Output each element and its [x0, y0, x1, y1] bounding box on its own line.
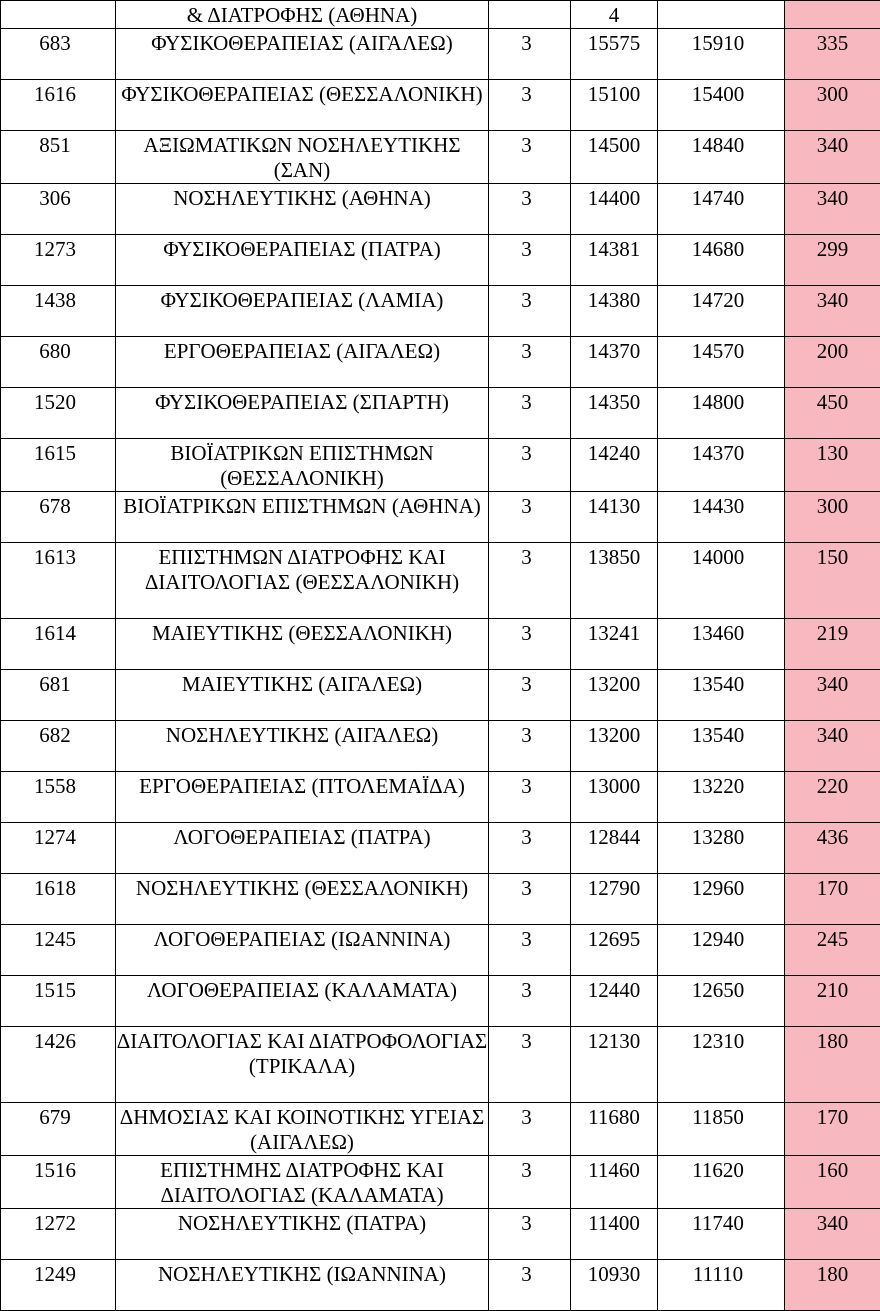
table-row: [1, 439, 880, 492]
points-cell: 11110: [658, 1260, 785, 1311]
table-row: [1, 1, 880, 29]
table-row: [1, 286, 880, 337]
department-code-cell: 682: [1, 721, 116, 772]
points-cell: 12940: [658, 925, 785, 976]
table-row: [1, 337, 880, 388]
department-code-cell: 678: [1, 492, 116, 543]
department-name-cell: ΕΠΙΣΤΗΜΗΣ ΔΙΑΤΡΟΦΗΣ ΚΑΙ ΔΙΑΙΤΟΛΟΓΙΑΣ (ΚΑΛΑΜΑΤΑ): [116, 1156, 489, 1209]
department-name-cell: ΦΥΣΙΚΟΘΕΡΑΠΕΙΑΣ (ΠΑΤΡΑ): [116, 235, 489, 286]
study-years-cell: 3: [489, 1103, 571, 1156]
base-score-cell: 13850: [571, 543, 658, 619]
table-row: [1, 1156, 880, 1209]
department-code-cell: 1273: [1, 235, 116, 286]
department-code-cell: 1616: [1, 80, 116, 131]
difference-cell: 340: [785, 184, 880, 235]
difference-cell: 170: [785, 1103, 880, 1156]
study-years-cell: 3: [489, 1260, 571, 1311]
difference-cell: 340: [785, 670, 880, 721]
difference-cell: 180: [785, 1027, 880, 1103]
department-name-cell: ΝΟΣΗΛΕΥΤΙΚΗΣ (ΑΘΗΝΑ): [116, 184, 489, 235]
department-name-cell: ΦΥΣΙΚΟΘΕΡΑΠΕΙΑΣ (ΘΕΣΣΑΛΟΝΙΚΗ): [116, 80, 489, 131]
difference-cell: 300: [785, 492, 880, 543]
study-years-cell: 3: [489, 388, 571, 439]
base-score-cell: 15100: [571, 80, 658, 131]
base-score-cell: 11460: [571, 1156, 658, 1209]
table-row: [1, 184, 880, 235]
department-name-cell: ΝΟΣΗΛΕΥΤΙΚΗΣ (ΘΕΣΣΑΛΟΝΙΚΗ): [116, 874, 489, 925]
table-row: [1, 80, 880, 131]
difference-cell: 210: [785, 976, 880, 1027]
study-years-cell: 3: [489, 925, 571, 976]
department-name-cell: ΜΑΙΕΥΤΙΚΗΣ (ΘΕΣΣΑΛΟΝΙΚΗ): [116, 619, 489, 670]
department-name-cell: ΔΙΑΙΤΟΛΟΓΙΑΣ ΚΑΙ ΔΙΑΤΡΟΦΟΛΟΓΙΑΣ (ΤΡΙΚΑΛΑ): [116, 1027, 489, 1103]
base-score-cell: 12790: [571, 874, 658, 925]
difference-cell: 219: [785, 619, 880, 670]
points-cell: 14840: [658, 131, 785, 184]
points-cell: 14000: [658, 543, 785, 619]
base-score-cell: 14370: [571, 337, 658, 388]
study-years-cell: 3: [489, 337, 571, 388]
base-score-cell: 13241: [571, 619, 658, 670]
base-score-cell: 12440: [571, 976, 658, 1027]
department-code-cell: 679: [1, 1103, 116, 1156]
points-cell: [658, 1, 785, 29]
department-name-cell: ΕΡΓΟΘΕΡΑΠΕΙΑΣ (ΑΙΓΑΛΕΩ): [116, 337, 489, 388]
base-score-cell: 11400: [571, 1209, 658, 1260]
study-years-cell: 3: [489, 184, 571, 235]
table-row: [1, 823, 880, 874]
points-cell: 14680: [658, 235, 785, 286]
points-cell: 14430: [658, 492, 785, 543]
difference-cell: 170: [785, 874, 880, 925]
department-name-cell: ΝΟΣΗΛΕΥΤΙΚΗΣ (ΠΑΤΡΑ): [116, 1209, 489, 1260]
table-row: [1, 874, 880, 925]
difference-cell: 436: [785, 823, 880, 874]
department-name-cell: ΦΥΣΙΚΟΘΕΡΑΠΕΙΑΣ (ΣΠΑΡΤΗ): [116, 388, 489, 439]
difference-cell: 220: [785, 772, 880, 823]
study-years-cell: 3: [489, 439, 571, 492]
table-row: [1, 721, 880, 772]
difference-cell: 160: [785, 1156, 880, 1209]
points-cell: 12650: [658, 976, 785, 1027]
study-years-cell: 3: [489, 670, 571, 721]
study-years-cell: 3: [489, 492, 571, 543]
department-name-cell: ΕΡΓΟΘΕΡΑΠΕΙΑΣ (ΠΤΟΛΕΜΑΪΔΑ): [116, 772, 489, 823]
table-row: [1, 1209, 880, 1260]
base-score-cell: 11680: [571, 1103, 658, 1156]
points-cell: 11620: [658, 1156, 785, 1209]
table-row: [1, 670, 880, 721]
table-row: [1, 772, 880, 823]
study-years-cell: 3: [489, 772, 571, 823]
points-cell: 13540: [658, 721, 785, 772]
department-code-cell: 1613: [1, 543, 116, 619]
difference-cell: 200: [785, 337, 880, 388]
points-cell: 13280: [658, 823, 785, 874]
points-cell: 13540: [658, 670, 785, 721]
difference-cell: 299: [785, 235, 880, 286]
department-code-cell: 680: [1, 337, 116, 388]
department-code-cell: 306: [1, 184, 116, 235]
study-years-cell: 3: [489, 1209, 571, 1260]
department-code-cell: 1245: [1, 925, 116, 976]
table-row: [1, 976, 880, 1027]
study-years-cell: 3: [489, 543, 571, 619]
department-code-cell: 1516: [1, 1156, 116, 1209]
base-score-cell: 4: [571, 1, 658, 29]
table-row: [1, 543, 880, 619]
department-code-cell: 1426: [1, 1027, 116, 1103]
study-years-cell: 3: [489, 874, 571, 925]
department-code-cell: 1614: [1, 619, 116, 670]
study-years-cell: 3: [489, 29, 571, 80]
department-name-cell: ΦΥΣΙΚΟΘΕΡΑΠΕΙΑΣ (ΛΑΜΙΑ): [116, 286, 489, 337]
points-cell: 14740: [658, 184, 785, 235]
points-cell: 12960: [658, 874, 785, 925]
base-score-cell: 14240: [571, 439, 658, 492]
points-cell: 13460: [658, 619, 785, 670]
table-body: [1, 1, 880, 1311]
department-name-cell: ΛΟΓΟΘΕΡΑΠΕΙΑΣ (ΙΩΑΝΝΙΝΑ): [116, 925, 489, 976]
base-score-cell: 14130: [571, 492, 658, 543]
department-name-cell: & ΔΙΑΤΡΟΦΗΣ (ΑΘΗΝΑ): [116, 1, 489, 29]
base-score-cell: 13000: [571, 772, 658, 823]
base-score-cell: 14500: [571, 131, 658, 184]
base-score-cell: 10930: [571, 1260, 658, 1311]
difference-cell: 180: [785, 1260, 880, 1311]
study-years-cell: 3: [489, 1156, 571, 1209]
study-years-cell: 3: [489, 976, 571, 1027]
department-code-cell: 1272: [1, 1209, 116, 1260]
difference-cell: 340: [785, 131, 880, 184]
table-row: [1, 235, 880, 286]
study-years-cell: 3: [489, 1027, 571, 1103]
points-cell: 11740: [658, 1209, 785, 1260]
department-code-cell: 1515: [1, 976, 116, 1027]
base-score-cell: 13200: [571, 670, 658, 721]
table-row: [1, 131, 880, 184]
department-code-cell: 683: [1, 29, 116, 80]
study-years-cell: 3: [489, 286, 571, 337]
study-years-cell: 3: [489, 823, 571, 874]
department-code-cell: 851: [1, 131, 116, 184]
study-years-cell: 3: [489, 80, 571, 131]
points-cell: 11850: [658, 1103, 785, 1156]
study-years-cell: 3: [489, 721, 571, 772]
points-cell: 14570: [658, 337, 785, 388]
base-score-cell: 13200: [571, 721, 658, 772]
study-years-cell: 3: [489, 235, 571, 286]
points-cell: 15910: [658, 29, 785, 80]
department-name-cell: ΔΗΜΟΣΙΑΣ ΚΑΙ ΚΟΙΝΟΤΙΚΗΣ ΥΓΕΙΑΣ (ΑΙΓΑΛΕΩ): [116, 1103, 489, 1156]
table-row: [1, 1260, 880, 1311]
difference-cell: 150: [785, 543, 880, 619]
difference-cell: 335: [785, 29, 880, 80]
points-cell: 14720: [658, 286, 785, 337]
base-score-cell: 15575: [571, 29, 658, 80]
base-score-cell: 14400: [571, 184, 658, 235]
points-cell: 14800: [658, 388, 785, 439]
difference-cell: 245: [785, 925, 880, 976]
difference-cell: 300: [785, 80, 880, 131]
table-row: [1, 1027, 880, 1103]
department-name-cell: ΛΟΓΟΘΕΡΑΠΕΙΑΣ (ΠΑΤΡΑ): [116, 823, 489, 874]
difference-cell: 130: [785, 439, 880, 492]
base-score-cell: 14380: [571, 286, 658, 337]
base-score-cell: 12130: [571, 1027, 658, 1103]
base-score-cell: 12695: [571, 925, 658, 976]
department-code-cell: 1615: [1, 439, 116, 492]
department-name-cell: ΒΙΟΪΑΤΡΙΚΩΝ ΕΠΙΣΤΗΜΩΝ (ΘΕΣΣΑΛΟΝΙΚΗ): [116, 439, 489, 492]
table-row: [1, 29, 880, 80]
table-row: [1, 619, 880, 670]
department-code-cell: 1520: [1, 388, 116, 439]
study-years-cell: [489, 1, 571, 29]
table-row: [1, 1103, 880, 1156]
difference-cell: 340: [785, 721, 880, 772]
department-code-cell: 681: [1, 670, 116, 721]
department-name-cell: ΝΟΣΗΛΕΥΤΙΚΗΣ (ΙΩΑΝΝΙΝΑ): [116, 1260, 489, 1311]
department-code-cell: 1618: [1, 874, 116, 925]
table-row: [1, 388, 880, 439]
points-cell: 12310: [658, 1027, 785, 1103]
points-cell: 13220: [658, 772, 785, 823]
department-name-cell: ΑΞΙΩΜΑΤΙΚΩΝ ΝΟΣΗΛΕΥΤΙΚΗΣ (ΣΑΝ): [116, 131, 489, 184]
department-code-cell: 1438: [1, 286, 116, 337]
table-row: [1, 492, 880, 543]
points-cell: 14370: [658, 439, 785, 492]
department-name-cell: ΝΟΣΗΛΕΥΤΙΚΗΣ (ΑΙΓΑΛΕΩ): [116, 721, 489, 772]
department-name-cell: ΜΑΙΕΥΤΙΚΗΣ (ΑΙΓΑΛΕΩ): [116, 670, 489, 721]
difference-cell: 340: [785, 1209, 880, 1260]
department-name-cell: ΒΙΟΪΑΤΡΙΚΩΝ ΕΠΙΣΤΗΜΩΝ (ΑΘΗΝΑ): [116, 492, 489, 543]
study-years-cell: 3: [489, 619, 571, 670]
study-years-cell: 3: [489, 131, 571, 184]
difference-cell: [785, 1, 880, 29]
department-code-cell: 1274: [1, 823, 116, 874]
department-name-cell: ΛΟΓΟΘΕΡΑΠΕΙΑΣ (ΚΑΛΑΜΑΤΑ): [116, 976, 489, 1027]
department-code-cell: 1249: [1, 1260, 116, 1311]
difference-cell: 340: [785, 286, 880, 337]
base-score-cell: 12844: [571, 823, 658, 874]
department-name-cell: ΦΥΣΙΚΟΘΕΡΑΠΕΙΑΣ (ΑΙΓΑΛΕΩ): [116, 29, 489, 80]
base-score-cell: 14350: [571, 388, 658, 439]
points-cell: 15400: [658, 80, 785, 131]
base-score-cell: 14381: [571, 235, 658, 286]
table-row: [1, 925, 880, 976]
difference-cell: 450: [785, 388, 880, 439]
department-code-cell: [1, 1, 116, 29]
department-code-cell: 1558: [1, 772, 116, 823]
department-name-cell: ΕΠΙΣΤΗΜΩΝ ΔΙΑΤΡΟΦΗΣ ΚΑΙ ΔΙΑΙΤΟΛΟΓΙΑΣ (ΘΕΣΣΑΛΟΝΙΚΗ): [116, 543, 489, 619]
